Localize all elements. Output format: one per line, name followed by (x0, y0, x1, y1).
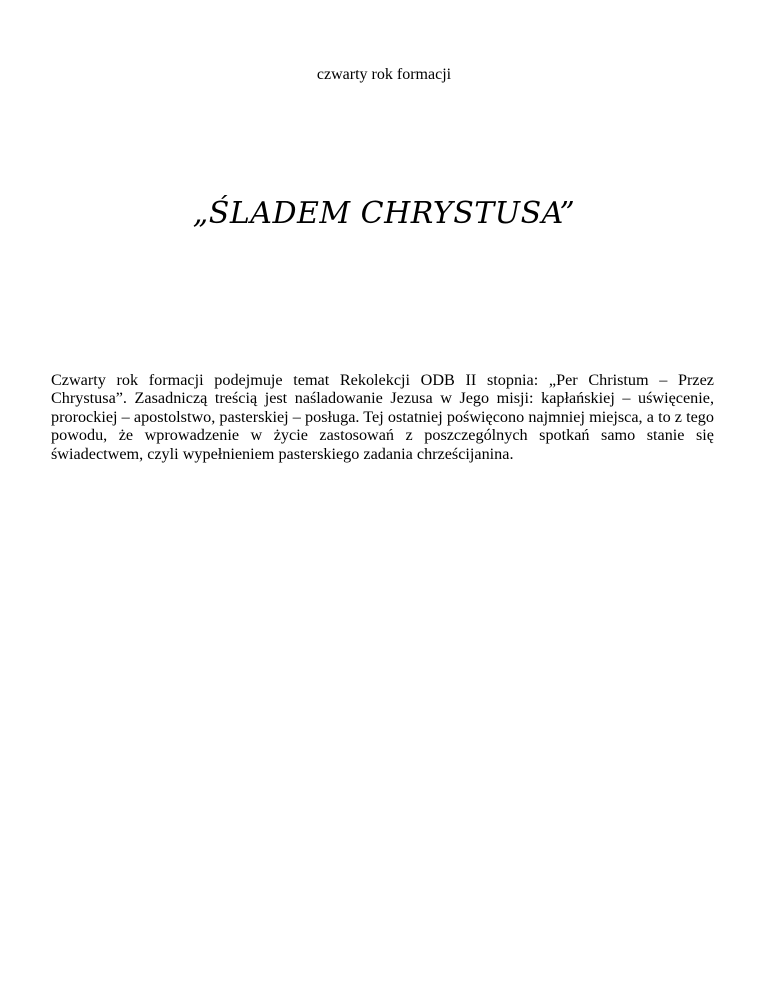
body-paragraph: Czwarty rok formacji podejmuje temat Rekolekcji ODB II stopnia: „Per Christum – Przez Chrystusa”. Zasadniczą treścią jest naśladowanie Jezusa w Jego misji: kapłańskiej – uświęcenie, prorockiej – apostolstwo, pasterskiej – posługa. Tej ostatniej poświęcono najmniej miejsca, a to z tego powodu, że wprowadzenie w życie zastosowań z poszczególnych spotkań samo stanie się świadectwem, czyli wypełnieniem pasterskiego zadania chrześcijanina. (51, 371, 714, 463)
document-title: „ŚLADEM CHRYSTUSA” (192, 196, 576, 231)
page-header: czwarty rok formacji (316, 66, 452, 83)
